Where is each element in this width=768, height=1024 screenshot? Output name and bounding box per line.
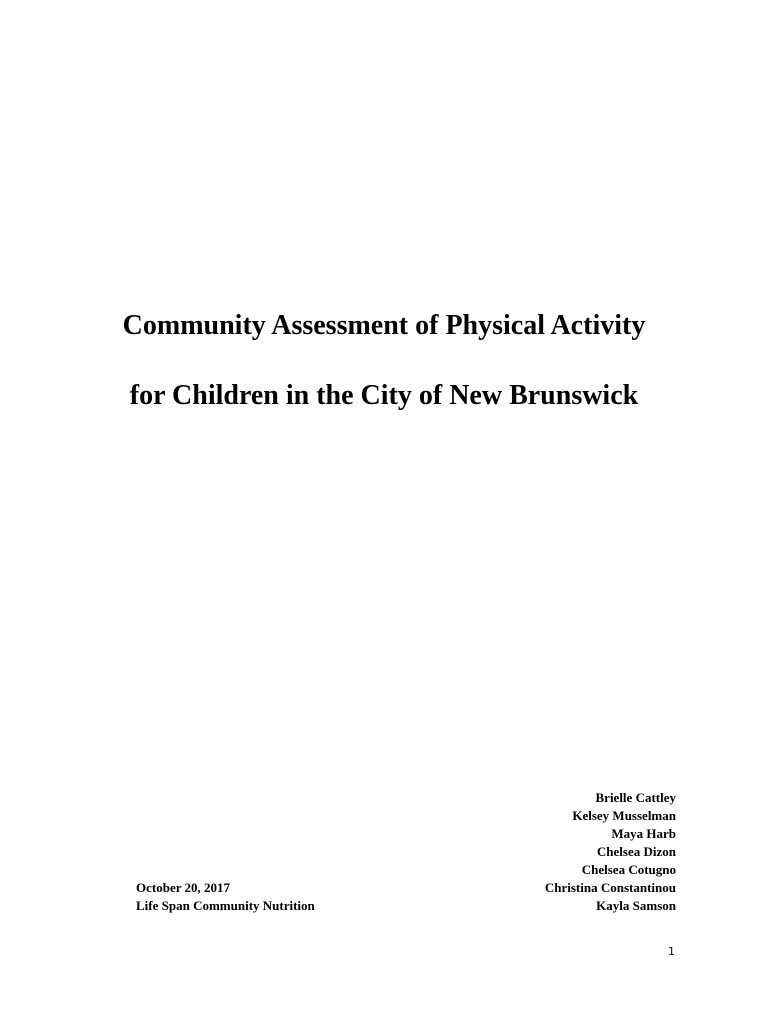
- course-name: Life Span Community Nutrition: [136, 898, 315, 913]
- author-name: Brielle Cattley: [595, 790, 676, 805]
- author-list: [545, 789, 676, 915]
- page-number: 1: [668, 945, 675, 958]
- author-name: Maya Harb: [611, 826, 676, 841]
- document-title-line-1: Community Assessment of Physical Activity: [122, 310, 646, 341]
- author-name: Christina Constantinou: [544, 880, 676, 895]
- author-name: Kayla Samson: [596, 898, 676, 913]
- author-name: Chelsea Dizon: [596, 844, 676, 859]
- document-title-line-2: for Children in the City of New Brunswick: [129, 380, 639, 411]
- author-name: Chelsea Cotugno: [581, 862, 676, 877]
- document-meta: [136, 879, 315, 915]
- author-name: Kelsey Musselman: [572, 808, 676, 823]
- document-date: October 20, 2017: [136, 880, 230, 895]
